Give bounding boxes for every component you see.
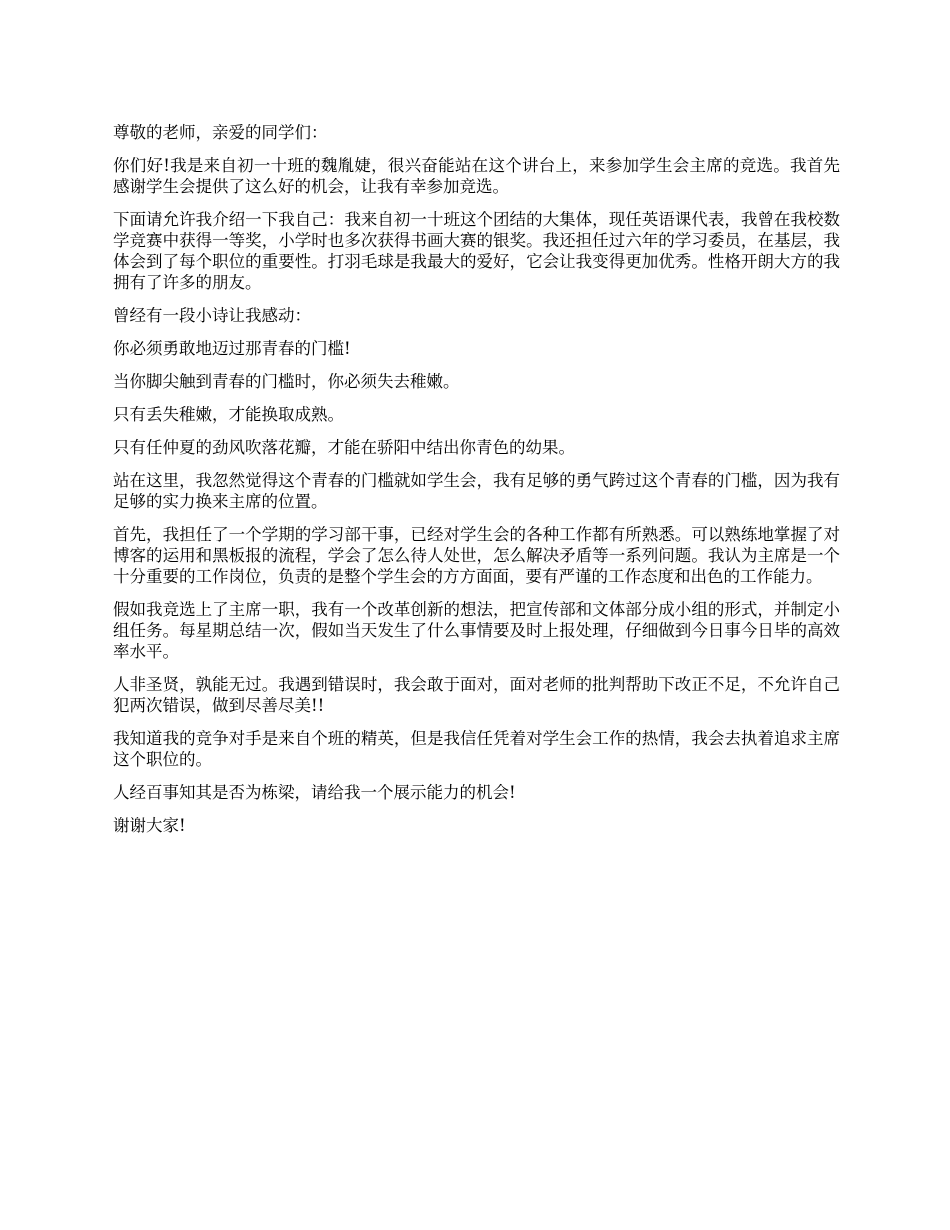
self-introduction-paragraph: 下面请允许我介绍一下我自己：我来自初一十班这个团结的大集体，现任英语课代表，我曾在我校数学竞赛中获得一等奖，小学时也多次获得书画大赛的银奖。我还担任过六年的学习委员，在基层，我体会到了每个职位的重要性。打羽毛球是我最大的爱好，它会让我变得更加优秀。性格开朗大方的我拥有了许多的朋友。 (113, 210, 840, 292)
plan-paragraph: 假如我竞选上了主席一职，我有一个改革创新的想法，把宣传部和文体部分成小组的形式，并制定小组任务。每星期总结一次，假如当天发生了什么事情要及时上报处理，仔细做到今日事今日毕的高效率水平。 (113, 600, 840, 661)
poem-line-2: 当你脚尖触到青春的门槛时，你必须失去稚嫩。 (113, 372, 460, 391)
poem-intro-paragraph: 曾经有一段小诗让我感动： (113, 306, 311, 325)
poem-line-4: 只有任仲夏的劲风吹落花瓣，才能在骄阳中结出你青色的幼果。 (113, 438, 575, 457)
competitors-paragraph: 我知道我的竞争对手是来自个班的精英，但是我信任凭着对学生会工作的热情，我会去执着追求主席这个职位的。 (113, 729, 840, 769)
mistakes-paragraph: 人非圣贤，孰能无过。我遇到错误时，我会敢于面对，面对老师的批判帮助下改正不足，不允许自己犯两次错误，做到尽善尽美!! (113, 675, 840, 715)
poem-line-1: 你必须勇敢地迈过那青春的门槛! (113, 339, 351, 358)
request-paragraph: 人经百事知其是否为栋梁，请给我一个展示能力的机会! (113, 783, 516, 802)
poem-line-3: 只有丢失稚嫩，才能换取成熟。 (113, 405, 344, 424)
closing-paragraph: 谢谢大家! (113, 816, 186, 835)
experience-paragraph: 首先，我担任了一个学期的学习部干事，已经对学生会的各种工作都有所熟悉。可以熟练地掌握了对博客的运用和黑板报的流程，学会了怎么待人处世，怎么解决矛盾等一系列问题。我认为主席是一个十分重要的工作岗位，负责的是整个学生会的方方面面，要有严谨的工作态度和出色的工作能力。 (113, 525, 840, 586)
document-body (113, 122, 840, 848)
threshold-paragraph: 站在这里，我忽然觉得这个青春的门槛就如学生会，我有足够的勇气跨过这个青春的门槛，因为我有足够的实力换来主席的位置。 (113, 471, 840, 511)
greeting-paragraph: 尊敬的老师，亲爱的同学们： (113, 123, 328, 142)
intro-paragraph: 你们好!我是来自初一十班的魏胤婕，很兴奋能站在这个讲台上，来参加学生会主席的竞选。我首先感谢学生会提供了这么好的机会，让我有幸参加竞选。 (113, 156, 840, 196)
